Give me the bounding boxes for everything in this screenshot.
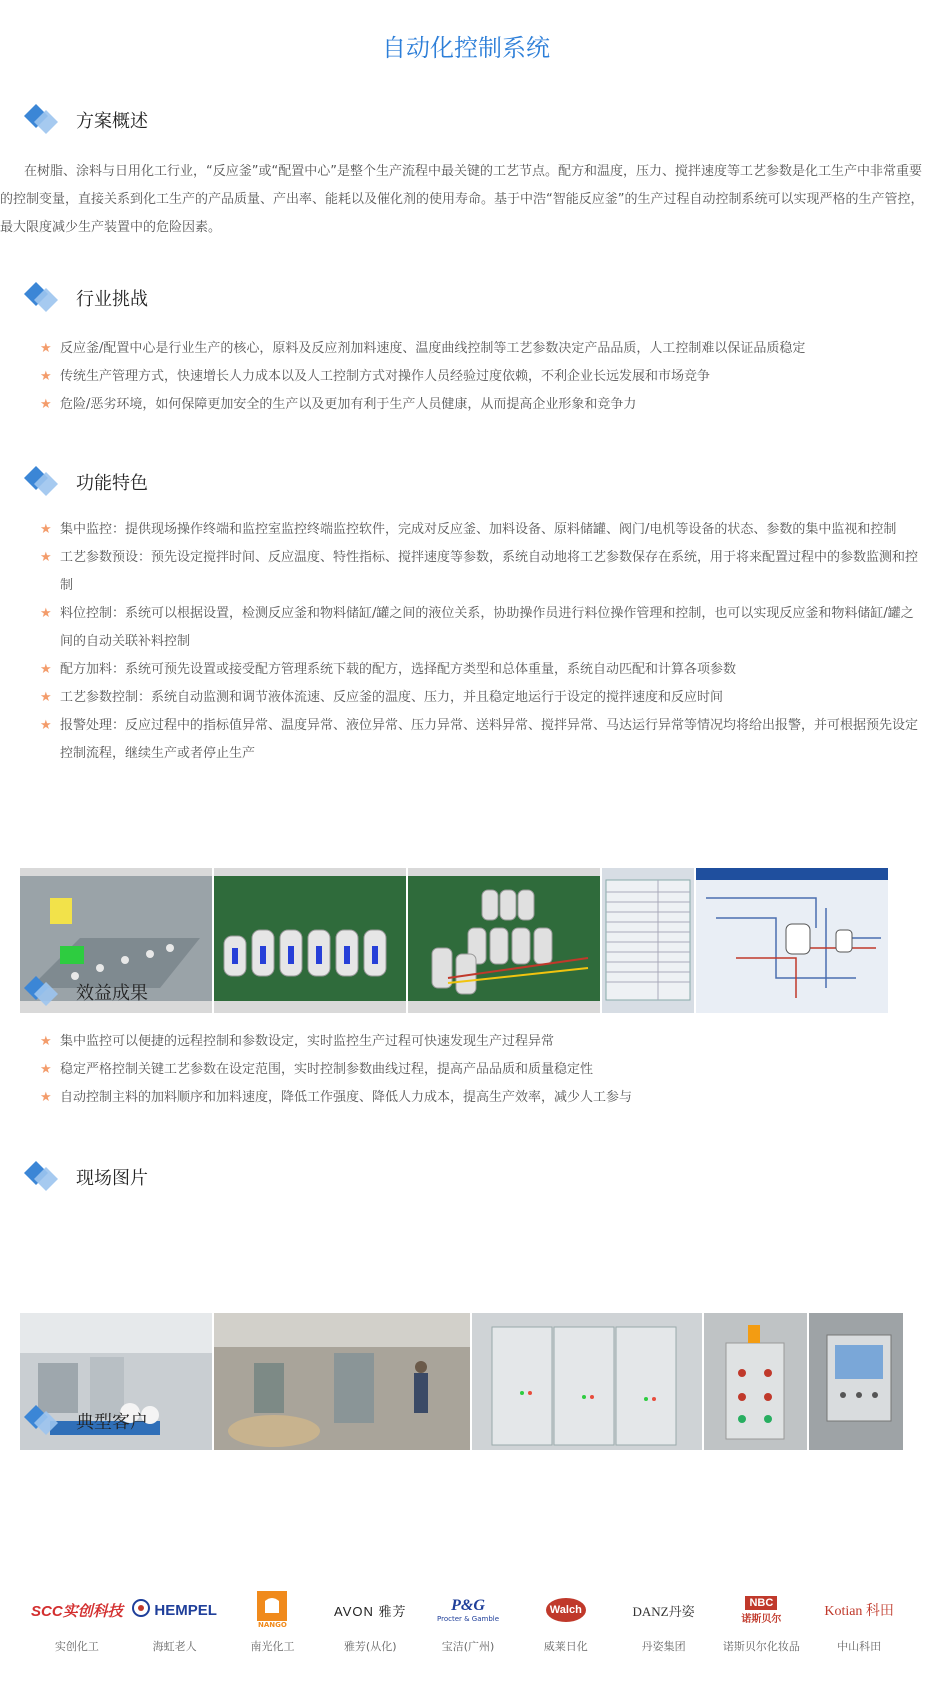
customer-name: 海虹老人 xyxy=(152,1640,197,1653)
customer-scc xyxy=(28,1588,126,1654)
customer-nbc xyxy=(712,1588,810,1654)
star-icon: ★ xyxy=(40,718,52,733)
star-icon: ★ xyxy=(40,341,52,356)
list-item: ★ 料位控制：系统可以根据设置，检测反应釜和物料储缸/罐之间的液位关系，协助操作员进行料位操作管理和控制，也可以实现反应釜和物料储缸/罐之间的自动关联补料控制 xyxy=(40,600,920,656)
star-icon: ★ xyxy=(40,606,52,621)
challenges-list xyxy=(40,335,920,419)
customer-name: 中山科田 xyxy=(837,1640,882,1653)
site-photo-5 xyxy=(809,1313,903,1450)
section-title: 方案概述 xyxy=(76,111,148,132)
scada-screenshot-3 xyxy=(408,868,600,1013)
section-title: 效益成果 xyxy=(76,983,148,1004)
danz-logo: DANZ丹姿 xyxy=(632,1603,695,1619)
list-item: ★ 传统生产管理方式，快速增长人力成本以及人工控制方式对操作人员经验过度依赖，不利企业长远发展和市场竞争 xyxy=(40,363,920,391)
diamond-icon xyxy=(22,100,64,140)
customer-pg xyxy=(419,1588,517,1654)
avon-logo: AVON 雅芳 xyxy=(333,1603,407,1619)
diamond-icon xyxy=(22,278,64,318)
section-header-benefits xyxy=(22,972,148,1012)
site-photo-3 xyxy=(472,1313,702,1450)
section-title: 行业挑战 xyxy=(76,289,148,310)
hempel-emblem-icon xyxy=(132,1599,150,1621)
page-title: 自动化控制系统 xyxy=(382,34,550,62)
star-icon: ★ xyxy=(40,1090,52,1105)
customer-name: 威莱日化 xyxy=(543,1640,588,1653)
star-icon: ★ xyxy=(40,1034,52,1049)
list-item: ★ 报警处理：反应过程中的指标值异常、温度异常、液位异常、压力异常、送料异常、搅拌异常、马达运行异常等情况均将给出报警，并可根据预先设定控制流程，继续生产或者停止生产 xyxy=(40,712,920,768)
customer-avon xyxy=(321,1588,419,1654)
customer-hempel xyxy=(126,1588,224,1654)
site-photos xyxy=(20,1313,903,1450)
customer-walch xyxy=(517,1588,615,1654)
pg-logo-sub: Procter & Gamble xyxy=(437,1615,500,1623)
nbc-logo-sub: 诺斯贝尔 xyxy=(741,1613,782,1625)
section-header-overview xyxy=(22,100,148,140)
customer-nango xyxy=(224,1588,322,1654)
customer-name: 丹姿集团 xyxy=(641,1640,686,1653)
star-icon: ★ xyxy=(40,369,52,384)
star-icon: ★ xyxy=(40,1062,52,1077)
scada-screenshot-2 xyxy=(214,868,406,1013)
pg-logo: P&G xyxy=(451,1597,485,1614)
customer-name: 诺斯贝尔化妆品 xyxy=(722,1640,800,1653)
star-icon: ★ xyxy=(40,690,52,705)
diamond-icon xyxy=(22,462,64,502)
customer-logos xyxy=(28,1588,908,1654)
list-item: ★ 集中监控可以便捷的远程控制和参数设定，实时监控生产过程可快速发现生产过程异常 xyxy=(40,1028,920,1056)
customer-name: 实创化工 xyxy=(54,1640,99,1653)
customer-kotian xyxy=(810,1588,908,1654)
customer-name: 南光化工 xyxy=(250,1640,295,1653)
scada-screenshot-5 xyxy=(696,868,888,1013)
customer-name: 宝洁(广州) xyxy=(441,1640,495,1653)
site-photo-4 xyxy=(704,1313,807,1450)
nango-logo: NANGO xyxy=(258,1621,287,1629)
site-photo-2 xyxy=(214,1313,470,1450)
section-title: 现场图片 xyxy=(76,1168,148,1189)
nango-elephant-icon xyxy=(257,1591,287,1621)
overview-paragraph: 在树脂、涂料与日用化工行业，“反应釜”或“配置中心”是整个生产流程中最关键的工艺节点。配方和温度，压力、搅拌速度等工艺参数是化工生产中非常重要的控制变量，直接关系到化工生产的产品质量、产出率、能耗以及催化剂的使用寿命。基于中浩“智能反应釜”的生产过程自动控制系统可以实现严格的生产管控，最大限度减少生产装置中的危险因素。 xyxy=(0,164,924,235)
benefits-list xyxy=(40,1028,920,1112)
section-header-features xyxy=(22,462,148,502)
customer-danz xyxy=(615,1588,713,1654)
section-title: 功能特色 xyxy=(76,473,148,494)
scada-screenshots xyxy=(20,868,888,1013)
list-item: ★ 反应釜/配置中心是行业生产的核心，原料及反应剂加料速度、温度曲线控制等工艺参数决定产品品质，人工控制难以保证品质稳定 xyxy=(40,335,920,363)
list-item: ★ 集中监控：提供现场操作终端和监控室监控终端监控软件，完成对反应釜、加料设备、原料储罐、阀门/电机等设备的状态、参数的集中监视和控制 xyxy=(40,516,920,544)
section-header-challenges xyxy=(22,278,148,318)
list-item: ★ 配方加料：系统可预先设置或接受配方管理系统下载的配方，选择配方类型和总体重量，系统自动匹配和计算各项参数 xyxy=(40,656,920,684)
list-item: ★ 稳定严格控制关键工艺参数在设定范围，实时控制参数曲线过程，提高产品品质和质量稳定性 xyxy=(40,1056,920,1084)
star-icon: ★ xyxy=(40,397,52,412)
diamond-icon xyxy=(22,1157,64,1197)
scc-logo: SCC实创科技 xyxy=(31,1602,123,1620)
list-item: ★ 工艺参数预设：预先设定搅拌时间、反应温度、特性指标、搅拌速度等参数，系统自动地将工艺参数保存在系统，用于将来配置过程中的参数监测和控制 xyxy=(40,544,920,600)
hempel-logo: HEMPEL xyxy=(154,1601,217,1619)
diamond-icon xyxy=(22,1401,64,1441)
list-item: ★ 危险/恶劣环境，如何保障更加安全的生产以及更加有利于生产人员健康，从而提高企业形象和竞争力 xyxy=(40,391,920,419)
scada-screenshot-4 xyxy=(602,868,694,1013)
section-header-photos xyxy=(22,1157,148,1197)
walch-logo: Walch xyxy=(546,1598,586,1622)
features-list xyxy=(40,516,920,768)
list-item: ★ 自动控制主料的加料顺序和加料速度，降低工作强度、降低人力成本，提高生产效率，减少人工参与 xyxy=(40,1084,920,1112)
section-header-customers xyxy=(22,1401,148,1441)
diamond-icon xyxy=(22,972,64,1012)
star-icon: ★ xyxy=(40,522,52,537)
customer-name: 雅芳(从化) xyxy=(343,1640,397,1653)
list-item: ★ 工艺参数控制：系统自动监测和调节液体流速、反应釜的温度、压力，并且稳定地运行于设定的搅拌速度和反应时间 xyxy=(40,684,920,712)
kotian-logo: Kotian 科田 xyxy=(824,1604,894,1619)
nbc-logo: NBC xyxy=(745,1596,777,1610)
star-icon: ★ xyxy=(40,662,52,677)
star-icon: ★ xyxy=(40,550,52,565)
section-title: 典型客户 xyxy=(76,1412,148,1433)
